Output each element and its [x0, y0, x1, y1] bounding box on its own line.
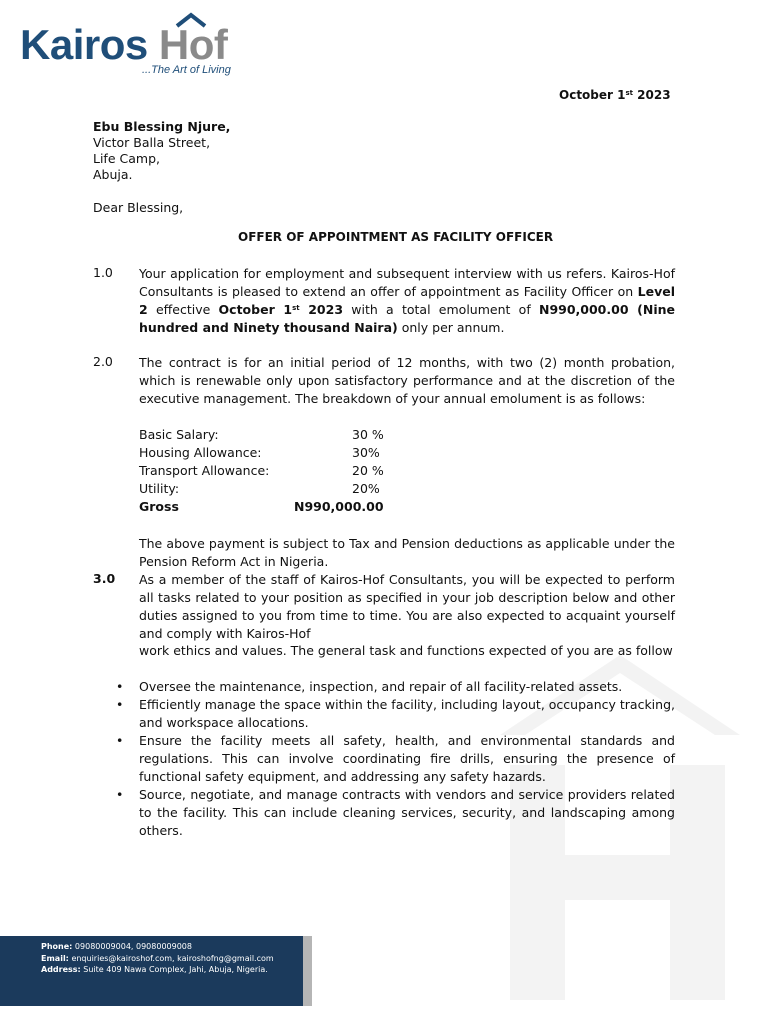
task-bullet-list	[116, 678, 675, 840]
recipient-name: Ebu Blessing Njure,	[93, 119, 231, 134]
breakdown-row	[139, 426, 399, 444]
section-number: 1.0	[93, 265, 113, 280]
date-prefix: October 1	[559, 88, 626, 102]
list-item: • Ensure the facility meets all safety, health, and environmental standards and regulations. This can involve coordinating fire drills, ensuring the presence of functional safety equipment, and addressing any safety hazards.	[116, 732, 675, 786]
s1-text-d: only per annum.	[397, 320, 505, 335]
breakdown-value: 30%	[352, 445, 380, 460]
breakdown-value: 20 %	[352, 463, 384, 478]
date-suffix: 2023	[632, 88, 671, 102]
s1-text-b: effective	[147, 302, 219, 317]
list-item: • Source, negotiate, and manage contracts with vendors and service providers related to the facility. This can include cleaning services, security, and landscaping among others.	[116, 786, 675, 840]
breakdown-value: 20%	[352, 481, 380, 496]
breakdown-row	[139, 444, 399, 462]
address-value: Suite 409 Nawa Complex, Jahi, Abuja, Nigeria.	[83, 965, 268, 974]
section-3-paragraph: As a member of the staff of Kairos-Hof Consultants, you will be expected to perform all tasks related to your position as specified in your job description below and other duties assigned to you from time to time. You are also expected to acquaint yourself and comply with Kairos-Hof	[139, 572, 675, 641]
contact-footer	[0, 936, 312, 1006]
section-3-paragraph-continued: work ethics and values. The general task and functions expected of you are as follow	[139, 643, 673, 658]
date-sup: st	[625, 89, 633, 97]
breakdown-label: Utility:	[139, 481, 180, 496]
s1-effective-sup: st	[292, 304, 300, 312]
breakdown-label: Housing Allowance:	[139, 445, 262, 460]
salutation: Dear Blessing,	[93, 200, 184, 215]
logo-tagline: ...The Art of Living	[142, 64, 231, 76]
section-2-paragraph: The contract is for an initial period of 12 months, with two (2) month probation, which is renewable only upon satisfactory performance and at the discretion of the executive management. The breakdown of your annual emolument is as follows:	[139, 355, 675, 406]
letter-subject: OFFER OF APPOINTMENT AS FACILITY OFFICER	[238, 230, 554, 244]
email-value: enquiries@kairoshof.com, kairoshofng@gmail.com	[71, 953, 274, 963]
breakdown-value: 30 %	[352, 427, 384, 442]
s1-text-a: Your application for employment and subsequent interview with us refers. Kairos-Hof Consultants is pleased to extend an offer of appointment as Facility Officer on	[139, 266, 675, 299]
section-1-paragraph	[139, 265, 675, 337]
letter-date	[559, 88, 671, 102]
tax-note-paragraph: The above payment is subject to Tax and Pension deductions as applicable under the Pension Reform Act in Nigeria.	[139, 536, 675, 569]
s1-effective-prefix: October 1	[218, 302, 293, 317]
logo-roof-icon	[174, 12, 208, 28]
list-item: • Efficiently manage the space within the facility, including layout, occupancy tracking, and workspace allocations.	[116, 696, 675, 732]
footer-address-line	[41, 964, 274, 976]
emolument-breakdown-table	[139, 426, 399, 516]
address-line: Victor Balla Street,	[93, 135, 211, 150]
company-logo	[20, 22, 227, 68]
footer-accent-bar	[303, 936, 312, 1006]
s1-amount: N990,000.00 (Nine hundred and Ninety thousand Naira)	[139, 302, 675, 335]
recipient-address	[93, 119, 230, 183]
list-item: • Oversee the maintenance, inspection, and repair of all facility-related assets.	[116, 678, 675, 696]
breakdown-gross-row	[139, 498, 399, 516]
s1-level: Level 2	[139, 284, 675, 317]
section-number: 3.0	[93, 571, 116, 586]
footer-phone-line	[41, 941, 274, 953]
address-line: Life Camp,	[93, 151, 160, 166]
breakdown-row	[139, 480, 399, 498]
s1-text-c: with a total emolument of	[343, 302, 539, 317]
breakdown-label: Basic Salary:	[139, 427, 219, 442]
section-number: 2.0	[93, 354, 113, 369]
s1-effective-suffix: 2023	[299, 302, 344, 317]
breakdown-label: Transport Allowance:	[139, 463, 270, 478]
address-line: Abuja.	[93, 167, 133, 182]
footer-contact-text	[41, 941, 274, 976]
address-label: Address:	[41, 965, 81, 974]
phone-label: Phone:	[41, 942, 73, 951]
logo-word-accent: Hof	[158, 21, 228, 68]
footer-email-line	[41, 953, 274, 965]
gross-label: Gross	[139, 499, 179, 514]
breakdown-row	[139, 462, 399, 480]
email-label: Email:	[41, 953, 69, 963]
gross-value: N990,000.00	[294, 499, 384, 514]
logo-word-main: Kairos	[20, 21, 148, 68]
phone-value: 09080009004, 09080009008	[74, 942, 192, 951]
